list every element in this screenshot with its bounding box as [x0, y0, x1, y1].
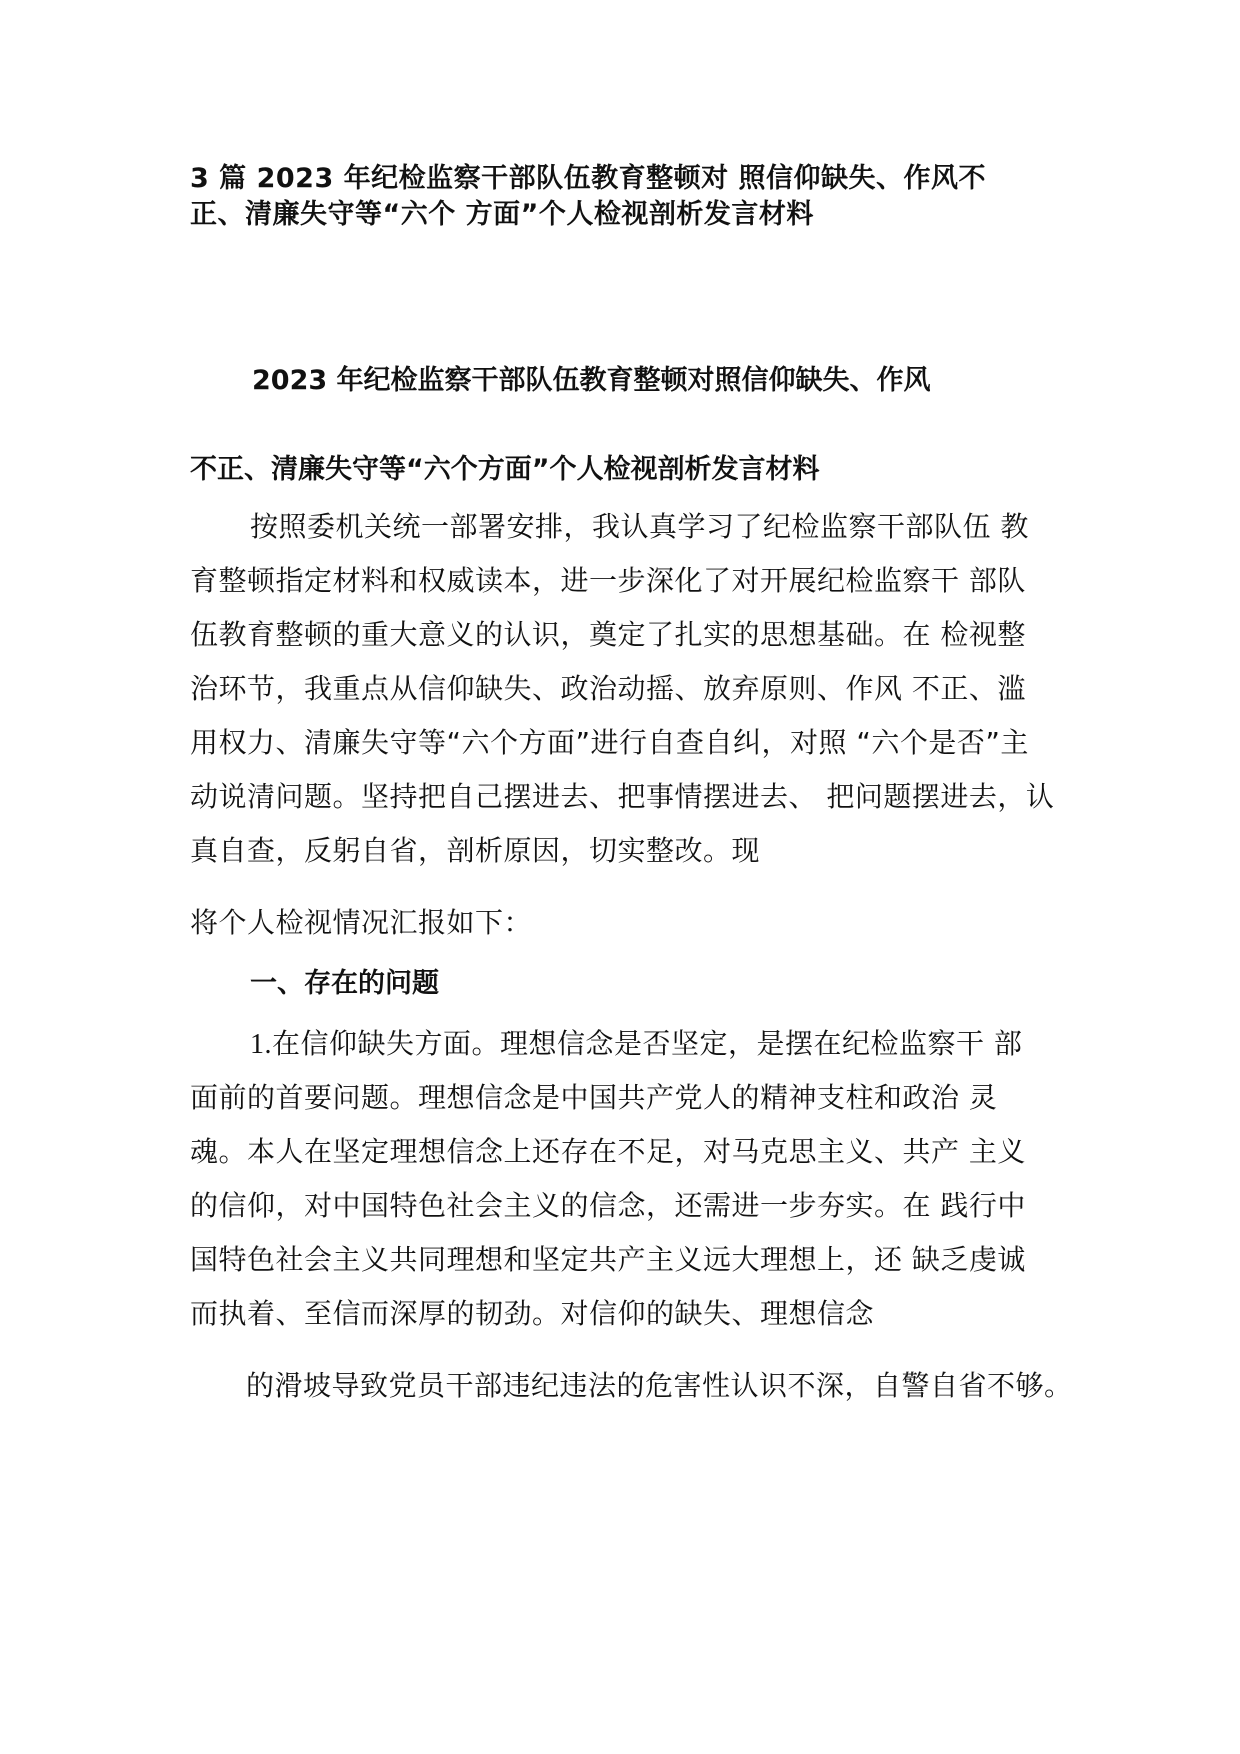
- item-1-paragraph-line: 国特色社会主义共同理想和坚定共产主义远大理想上，还 缺乏虔诚: [190, 1243, 1026, 1276]
- item-1-paragraph-line: 面前的首要问题。理想信念是中国共产党人的精神支柱和政治 灵: [190, 1081, 998, 1114]
- document-heading-line-1: 2023 年纪检监察干部队伍教育整顿对照信仰缺失、作风: [252, 365, 931, 396]
- intro-paragraph-line: 治环节，我重点从信仰缺失、政治动摇、放弃原则、作风 不正、滥: [190, 672, 1026, 705]
- item-1-first-line: [250, 1027, 1023, 1060]
- intro-paragraph-line: 伍教育整顿的重大意义的认识，奠定了扎实的思想基础。在 检视整: [190, 618, 1026, 651]
- item-1-text: 在信仰缺失方面。理想信念是否坚定，是摆在纪检监察干 部: [272, 1027, 1023, 1060]
- document-heading-line-2: 不正、清廉失守等“六个方面”个人检视剖析发言材料: [190, 454, 820, 485]
- item-1-paragraph-tail: 的滑坡导致党员干部违纪违法的危害性认识不深，自警自省不够。: [246, 1369, 1073, 1402]
- section-title-problems: 一、存在的问题: [250, 968, 439, 999]
- item-1-paragraph-line: 魂。本人在坚定理想信念上还存在不足，对马克思主义、共产 主义: [190, 1135, 1026, 1168]
- intro-paragraph-line: 动说清问题。坚持把自己摆进去、把事情摆进去、 把问题摆进去，认: [190, 780, 1055, 813]
- item-1-number: 1.: [250, 1029, 272, 1060]
- intro-paragraph-line: 真自查，反躬自省，剖析原因，切实整改。现: [190, 834, 761, 867]
- item-1-paragraph-line: 而执着、至信而深厚的韧劲。对信仰的缺失、理想信念: [190, 1297, 875, 1330]
- intro-paragraph-line: 用权力、清廉失守等“六个方面”进行自查自纠，对照 “六个是否”主: [190, 726, 1029, 759]
- intro-paragraph-line: 按照委机关统一部署安排，我认真学习了纪检监察干部队伍 教: [250, 510, 1029, 543]
- cover-title-line-2: 正、清廉失守等“六个 方面”个人检视剖析发言材料: [190, 199, 814, 230]
- item-1-paragraph-line: 的信仰，对中国特色社会主义的信念，还需进一步夯实。在 践行中: [190, 1189, 1026, 1222]
- intro-paragraph-line: 育整顿指定材料和权威读本，进一步深化了对开展纪检监察干 部队: [190, 564, 1026, 597]
- intro-paragraph-tail: 将个人检视情况汇报如下：: [190, 906, 533, 939]
- cover-title-line-1: 3 篇 2023 年纪检监察干部队伍教育整顿对 照信仰缺失、作风不: [190, 163, 987, 194]
